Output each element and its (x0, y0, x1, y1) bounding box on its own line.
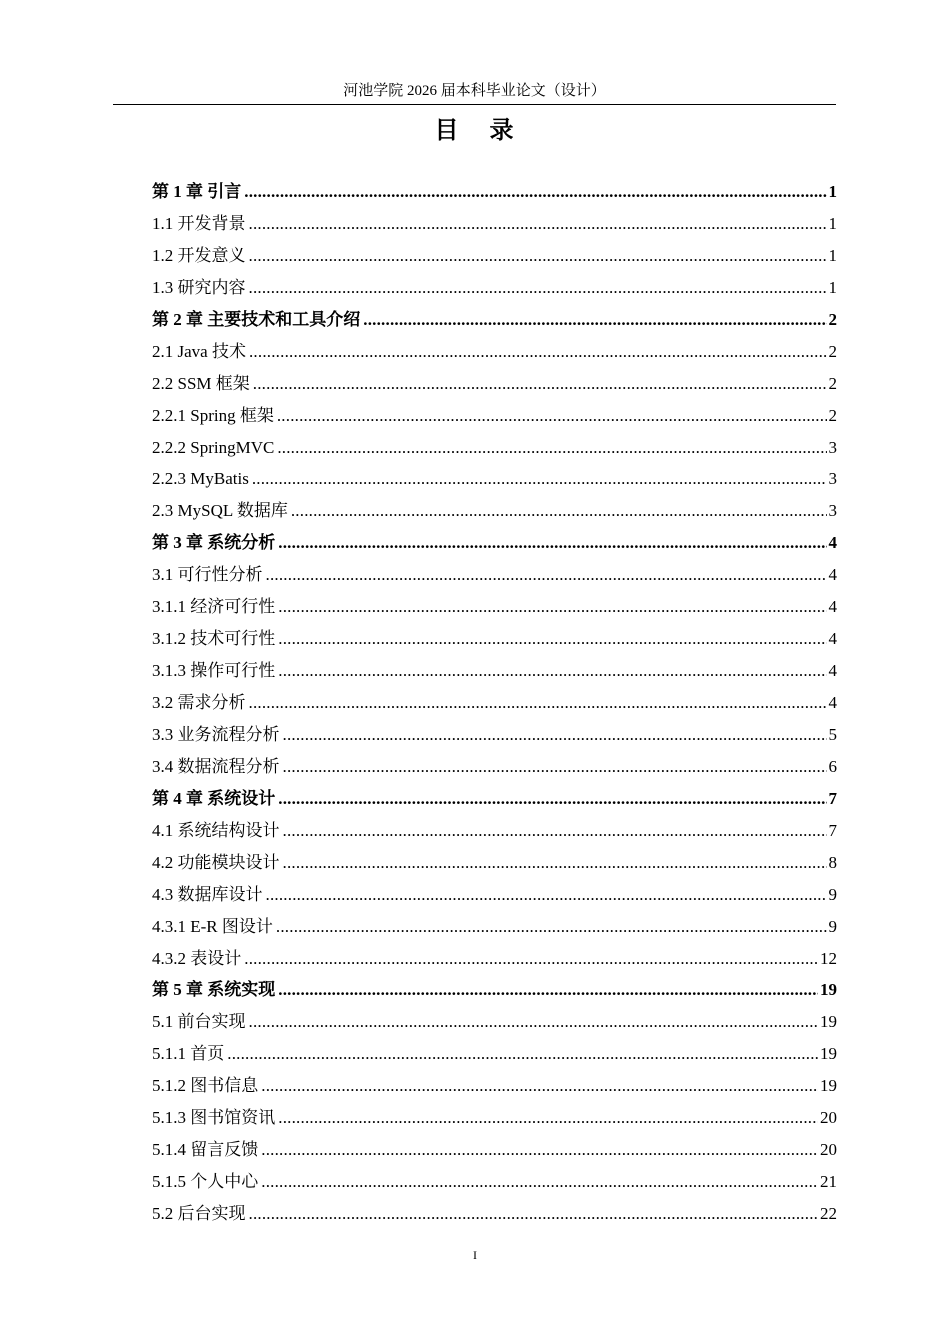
toc-entry[interactable] (152, 815, 837, 847)
toc-entry-page: 2 (828, 373, 837, 393)
toc-dot-leader (277, 432, 826, 464)
toc-entry-label: 3.4 数据流程分析 (152, 756, 280, 776)
toc-entry-page: 8 (828, 852, 837, 872)
toc-dot-leader (283, 719, 827, 751)
toc-dot-leader (278, 527, 826, 559)
toc-entry-label: 2.1 Java 技术 (152, 341, 246, 361)
toc-entry-page: 1 (828, 277, 837, 297)
toc-entry-label: 2.2.1 Spring 框架 (152, 405, 274, 425)
toc-dot-leader (278, 1102, 818, 1134)
toc-entry-page: 5 (828, 724, 837, 744)
toc-dot-leader (291, 495, 827, 527)
toc-entry-label: 1.3 研究内容 (152, 277, 246, 297)
toc-entry-label: 3.1.1 经济可行性 (152, 597, 276, 617)
toc-entry[interactable] (152, 1006, 837, 1038)
toc-dot-leader (244, 176, 826, 208)
toc-entry[interactable] (152, 495, 837, 527)
toc-dot-leader (249, 687, 827, 719)
toc-entry-page: 1 (828, 213, 837, 233)
toc-entry-label: 4.1 系统结构设计 (152, 820, 280, 840)
toc-dot-leader (266, 879, 827, 911)
toc-entry-label: 1.1 开发背景 (152, 213, 246, 233)
toc-entry-label: 5.1.5 个人中心 (152, 1172, 259, 1192)
toc-entry[interactable] (152, 400, 837, 432)
toc-entry-page: 20 (820, 1140, 837, 1160)
toc-entry-label: 第 3 章 系统分析 (152, 533, 276, 553)
page-number: I (473, 1248, 477, 1262)
toc-entry-page: 4 (828, 693, 837, 712)
toc-entry-page: 4 (828, 661, 837, 681)
toc-entry[interactable] (152, 847, 837, 879)
toc-entry-label: 5.1.4 留言反馈 (152, 1140, 259, 1160)
table-of-contents (152, 176, 837, 1230)
toc-chapter-entry[interactable] (152, 527, 837, 559)
toc-dot-leader (278, 655, 826, 687)
toc-entry[interactable] (152, 559, 837, 591)
toc-dot-leader (249, 240, 827, 272)
toc-entry-page: 21 (820, 1172, 837, 1192)
toc-entry-page: 20 (820, 1108, 837, 1128)
toc-title-char-1: 目 (434, 118, 460, 144)
toc-entry[interactable] (152, 368, 837, 400)
toc-entry-page: 6 (828, 756, 837, 776)
toc-entry-page: 3 (828, 469, 837, 489)
toc-entry[interactable] (152, 240, 837, 272)
toc-entry[interactable] (152, 336, 837, 368)
toc-title-char-2: 录 (489, 118, 515, 144)
toc-dot-leader (249, 208, 827, 240)
toc-dot-leader (363, 304, 826, 336)
toc-entry-page: 4 (828, 533, 837, 553)
toc-dot-leader (283, 847, 827, 879)
toc-dot-leader (278, 974, 818, 1006)
toc-entry[interactable] (152, 208, 837, 240)
toc-entry-label: 1.2 开发意义 (152, 245, 246, 265)
toc-entry[interactable] (152, 655, 837, 687)
toc-entry-label: 4.2 功能模块设计 (152, 852, 280, 872)
toc-chapter-entry[interactable] (152, 304, 837, 336)
toc-entry-page: 2 (828, 309, 837, 329)
toc-dot-leader (249, 336, 827, 368)
toc-entry-label: 5.1.2 图书信息 (152, 1076, 259, 1096)
toc-entry[interactable] (152, 719, 837, 751)
toc-entry-page: 4 (828, 629, 837, 649)
toc-entry-page: 19 (820, 1076, 837, 1096)
toc-dot-leader (261, 1134, 818, 1166)
toc-dot-leader (283, 751, 827, 783)
toc-entry[interactable] (152, 623, 837, 655)
toc-dot-leader (283, 815, 827, 847)
toc-entry[interactable] (152, 911, 837, 943)
toc-title (113, 114, 836, 148)
toc-entry[interactable] (152, 432, 837, 464)
toc-entry-page: 19 (820, 1012, 837, 1032)
toc-entry-label: 2.2.2 SpringMVC (152, 437, 275, 457)
toc-entry-label: 第 1 章 引言 (152, 182, 242, 201)
toc-dot-leader (261, 1070, 818, 1102)
toc-entry-page: 2 (828, 341, 837, 361)
toc-entry-label: 3.2 需求分析 (152, 693, 246, 712)
toc-dot-leader (278, 783, 826, 815)
toc-entry-label: 3.3 业务流程分析 (152, 724, 280, 744)
toc-entry[interactable] (152, 751, 837, 783)
toc-entry[interactable] (152, 879, 837, 911)
toc-dot-leader (278, 591, 826, 623)
toc-entry-page: 9 (828, 884, 837, 904)
toc-entry-label: 5.2 后台实现 (152, 1204, 246, 1223)
toc-dot-leader (261, 1166, 818, 1198)
toc-chapter-entry[interactable] (152, 176, 837, 208)
toc-entry[interactable] (152, 1166, 837, 1198)
toc-entry-label: 第 4 章 系统设计 (152, 788, 276, 808)
toc-entry[interactable] (152, 591, 837, 623)
toc-dot-leader (244, 943, 818, 975)
toc-dot-leader (266, 559, 827, 591)
toc-entry-label: 5.1.1 首页 (152, 1044, 225, 1064)
toc-dot-leader (276, 911, 827, 943)
toc-entry-page: 3 (828, 501, 837, 521)
toc-entry-page: 2 (828, 405, 837, 425)
toc-chapter-entry[interactable] (152, 783, 837, 815)
toc-entry-label: 3.1.2 技术可行性 (152, 629, 276, 649)
toc-entry-label: 4.3.2 表设计 (152, 948, 242, 968)
toc-entry-page: 3 (828, 437, 837, 457)
toc-dot-leader (249, 1006, 819, 1038)
toc-entry-label: 3.1.3 操作可行性 (152, 661, 276, 681)
toc-dot-leader (277, 400, 827, 432)
running-header: 河池学院 2026 届本科毕业论文（设计） (343, 83, 606, 99)
toc-entry-label: 4.3.1 E-R 图设计 (152, 916, 273, 936)
toc-dot-leader (253, 368, 827, 400)
toc-entry-label: 4.3 数据库设计 (152, 884, 263, 904)
toc-dot-leader (249, 1198, 819, 1230)
toc-entry-page: 19 (820, 1044, 837, 1064)
toc-entry-label: 5.1 前台实现 (152, 1012, 246, 1032)
toc-dot-leader (227, 1038, 818, 1070)
toc-entry-label: 3.1 可行性分析 (152, 565, 263, 585)
toc-entry[interactable] (152, 1102, 837, 1134)
toc-chapter-entry[interactable] (152, 974, 837, 1006)
toc-entry[interactable] (152, 687, 837, 719)
toc-entry-label: 2.3 MySQL 数据库 (152, 501, 288, 521)
toc-entry-page: 7 (828, 788, 837, 808)
toc-entry-label: 5.1.3 图书馆资讯 (152, 1108, 276, 1128)
toc-entry[interactable] (152, 1038, 837, 1070)
toc-entry-page: 22 (820, 1204, 837, 1223)
toc-entry-label: 2.2 SSM 框架 (152, 373, 250, 393)
toc-entry-page: 12 (820, 948, 837, 968)
toc-entry-label: 2.2.3 MyBatis (152, 469, 249, 489)
toc-entry-page: 1 (828, 182, 837, 201)
toc-entry-page: 1 (828, 245, 837, 265)
toc-entry[interactable] (152, 1198, 837, 1230)
toc-entry-label: 第 2 章 主要技术和工具介绍 (152, 309, 361, 329)
toc-entry[interactable] (152, 272, 837, 304)
toc-entry[interactable] (152, 1070, 837, 1102)
toc-entry-page: 4 (828, 597, 837, 617)
toc-entry-page: 4 (828, 565, 837, 585)
toc-entry-page: 9 (828, 916, 837, 936)
toc-entry-page: 7 (828, 820, 837, 840)
toc-entry-label: 第 5 章 系统实现 (152, 980, 276, 1000)
toc-dot-leader (249, 272, 827, 304)
toc-dot-leader (252, 463, 827, 495)
toc-entry-page: 19 (820, 980, 837, 1000)
toc-dot-leader (278, 623, 826, 655)
toc-entry[interactable] (152, 463, 837, 495)
toc-entry[interactable] (152, 1134, 837, 1166)
toc-entry[interactable] (152, 943, 837, 975)
header-rule (113, 104, 836, 105)
